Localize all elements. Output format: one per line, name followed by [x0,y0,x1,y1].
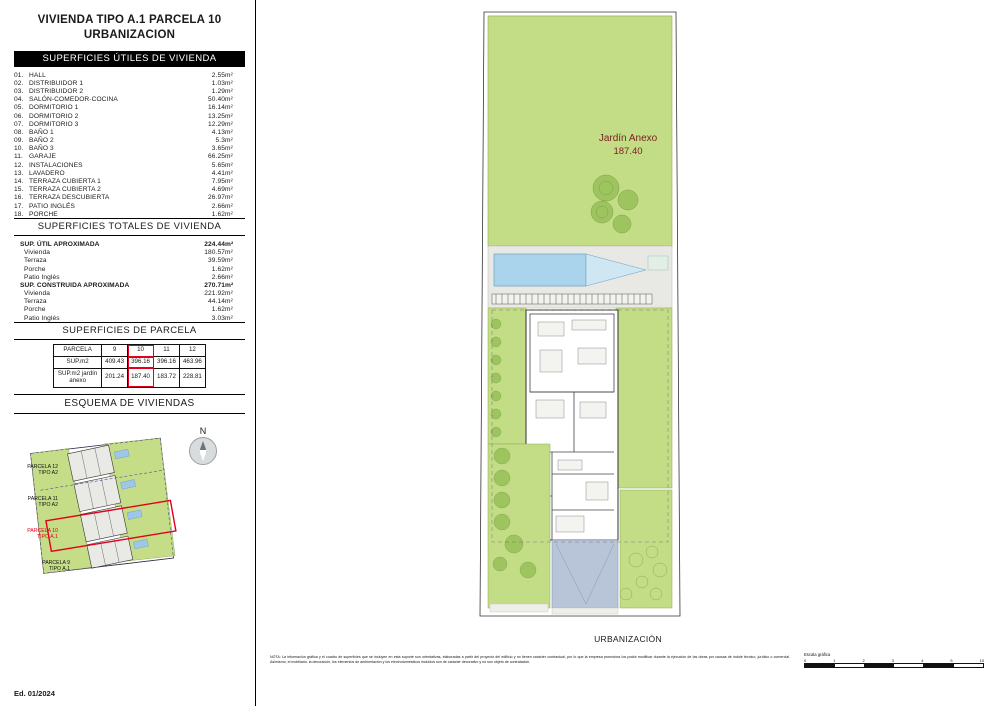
row-value: 1.29 [211,87,225,95]
row-label: Vivienda [24,290,50,298]
row-index: 12. [14,161,24,169]
table-row [14,87,245,95]
row-index: 05. [14,104,24,112]
scale-tick: 0 [804,658,807,663]
cell: 10 [128,345,154,357]
row-unit: m² [225,298,233,306]
row-value: 4.69 [211,186,225,194]
row-value: 44.14 [207,298,225,306]
row-label: TERRAZA DESCUBIERTA [29,194,110,202]
scale-tick: 4 [921,658,924,663]
row-label: Porche [24,265,46,273]
row-header: PARCELA [54,345,102,357]
plan-svg [256,4,986,624]
row-unit: m² [225,265,233,273]
compass [183,426,223,465]
row-value: 224.44 [204,240,225,248]
legal-note: NOTA: La información gráfica y el cuadro de superficies que se incluyen en esta soporte son orientativas, elaboradas a partir del proyecto del edificio y no tienen carácter contractual, por lo que la empresa promotora los podrá modificar durante la ejecución de las obras por causas de índole técnico, jurídico o comercial. Asimismo, el mobiliario, la decoración, los elementos de ambientación y los electrodomésticos incluidos son de carácter decorativo y no son objeto de contratación. [270,655,790,665]
cell: 187.40 [128,368,154,387]
totals-row [14,298,245,306]
row-value: 2.66 [211,202,225,210]
scale-tick: 5 [950,658,953,663]
table-row [14,177,245,185]
row-value: 270.71 [204,281,225,289]
row-index: 16. [14,194,24,202]
row-value: 3.03 [211,314,225,322]
cell: 9 [102,345,128,357]
row-label: PATIO INGLÉS [29,202,76,210]
row-label: GARAJE [29,153,56,161]
row-label: Vivienda [24,249,50,257]
parcela-header-row [54,345,206,357]
row-label: DORMITORIO 1 [29,104,79,112]
row-value: 1.03 [211,79,225,87]
plan-panel [256,0,1000,706]
info-panel [0,0,256,706]
table-row [14,120,245,128]
row-unit: m² [225,194,233,202]
site-plan-drawing [256,4,1000,624]
row-index: 07. [14,120,24,128]
row-unit: m² [225,257,233,265]
row-unit: m² [225,314,233,322]
row-unit: m² [225,210,233,218]
row-label: LAVADERO [29,169,65,177]
compass-needle-icon [189,437,217,465]
cell: 409.43 [102,357,128,369]
row-unit: m² [225,79,233,87]
plot-label-parcela-10: PARCELA 10 TIPO A.1 [27,527,58,540]
table-row [14,169,245,177]
table-row [14,79,245,87]
row-label: TERRAZA CUBIERTA 2 [29,186,101,194]
row-unit: m² [225,161,233,169]
row-label: Patio Inglés [24,273,60,281]
row-value: 16.14 [207,104,225,112]
cell: 396.16 [154,357,180,369]
scale-tick: 2 [862,658,865,663]
graphic-scale-label: Escala gráfica [804,652,831,657]
table-superficies-totales [14,240,245,322]
row-index: 14. [14,178,24,186]
cell: 396.16 [128,357,154,369]
row-label: SALÓN-COMEDOR-COCINA [29,96,118,104]
table-row [14,112,245,120]
section-header-totales: SUPERFICIES TOTALES DE VIVIENDA [14,218,245,236]
row-index: 13. [14,169,24,177]
row-unit: m² [225,96,233,104]
row-unit: m² [225,128,233,136]
row-value: 2.55 [211,71,225,79]
row-value: 180.57 [204,249,225,257]
row-unit: m² [225,71,233,79]
totals-row [14,273,245,281]
row-label: SUP. ÚTIL APROXIMADA [20,240,100,248]
section-header-esquema: ESQUEMA DE VIVIENDAS [14,394,245,414]
row-label: DORMITORIO 2 [29,112,79,120]
row-unit: m² [225,153,233,161]
row-unit: m² [225,240,234,248]
row-label: BAÑO 1 [29,128,54,136]
row-unit: m² [225,104,233,112]
row-unit: m² [225,249,233,257]
cell: 12 [179,345,205,357]
cell: 11 [154,345,180,357]
title-block [14,14,245,41]
table-row [14,202,245,210]
table-row [14,145,245,153]
row-label: Terraza [24,257,47,265]
totals-row [14,257,245,265]
row-value: 4.41 [211,169,225,177]
row-value: 5.3 [215,137,225,145]
totals-group-row [14,281,245,289]
row-value: 3.65 [211,145,225,153]
cell: 183.72 [154,368,180,387]
row-unit: m² [225,281,234,289]
row-value: 26.97 [207,194,225,202]
totals-row [14,314,245,322]
plot-label-parcela-11: PARCELA 11 TIPO A2 [27,495,58,508]
row-value: 5.65 [211,161,225,169]
table-superficies-parcela [53,344,206,387]
row-label: Patio Inglés [24,314,60,322]
garden-annotation [599,132,657,158]
totals-row [14,249,245,257]
table-row [14,194,245,202]
row-unit: m² [225,306,233,314]
row-value: 4.13 [211,128,225,136]
site-scheme [14,420,245,588]
row-value: 1.62 [211,265,225,273]
row-label: TERRAZA CUBIERTA 1 [29,178,101,186]
plan-caption: URBANIZACIÓN [594,634,662,644]
table-row [14,186,245,194]
row-index: 18. [14,210,24,218]
table-row [14,71,245,79]
row-unit: m² [225,186,233,194]
row-index: 04. [14,96,24,104]
graphic-scale-bar [804,663,984,668]
page-title: VIVIENDA TIPO A.1 PARCELA 10 [37,14,222,26]
row-value: 12.29 [207,120,225,128]
scale-tick: 3 [891,658,895,663]
row-value: 66.25 [207,153,225,161]
table-superficies-utiles [14,71,245,218]
scale-tick: 1 [833,658,836,663]
row-header: SUP.m2 jardín anexo [54,368,102,387]
cell: 228.81 [179,368,205,387]
table-row [14,96,245,104]
totals-row [14,306,245,314]
plot-label-parcela-9: PARCELA 9 TIPO A.1 [42,559,70,572]
garden-annotation-title: Jardín Anexo [598,133,658,144]
row-unit: m² [225,112,233,120]
row-value: 13.25 [207,112,225,120]
row-index: 03. [14,87,24,95]
table-row [14,153,245,161]
row-unit: m² [225,290,233,298]
row-label: BAÑO 3 [29,145,54,153]
row-unit: m² [225,120,233,128]
graphic-scale [804,652,984,668]
row-index: 08. [14,128,24,136]
row-unit: m² [225,87,233,95]
graphic-scale-ticks [804,658,984,663]
cell: 463.96 [179,357,205,369]
row-value: 50.40 [207,96,225,104]
row-label: DORMITORIO 3 [29,120,79,128]
row-unit: m² [225,178,233,186]
table-row [14,128,245,136]
row-label: Porche [24,306,46,314]
table-row [14,104,245,112]
row-value: 1.62 [211,210,225,218]
totals-row [14,290,245,298]
row-label: Terraza [24,298,47,306]
table-row [14,210,245,218]
row-index: 15. [14,186,24,194]
cell: 201.24 [102,368,128,387]
parcela-sup-row [54,357,206,369]
row-index: 06. [14,112,24,120]
edition-label: Ed. 01/2024 [14,689,55,698]
row-index: 02. [14,79,24,87]
row-index: 11. [14,153,23,161]
parcela-jardin-row [54,368,206,387]
row-index: 10. [14,145,24,153]
row-value: 2.66 [211,273,225,281]
parcela-table-wrap [14,344,245,387]
row-label: HALL [29,71,46,79]
row-label: INSTALACIONES [29,161,83,169]
plot-label-parcela-12: PARCELA 12 TIPO A2 [27,463,58,476]
row-value: 1.62 [211,306,225,314]
page-subtitle: URBANIZACION [83,29,176,41]
row-index: 17. [14,202,24,210]
row-unit: m² [225,137,233,145]
row-label: BAÑO 2 [29,137,54,145]
table-row [14,161,245,169]
row-label: SUP. CONSTRUIDA APROXIMADA [20,281,130,289]
garden-annotation-value: 187.40 [613,145,643,157]
row-value: 221.92 [204,290,225,298]
section-header-parcela: SUPERFICIES DE PARCELA [14,322,245,340]
row-index: 09. [14,137,24,145]
row-unit: m² [225,202,233,210]
totals-row [14,265,245,273]
row-unit: m² [225,273,233,281]
totals-group-row [14,240,245,248]
compass-north-label: N [199,425,207,436]
row-header: SUP.m2 [54,357,102,369]
row-index: 01. [14,71,24,79]
row-value: 7.95 [211,178,225,186]
row-value: 39.59 [207,257,225,265]
row-unit: m² [225,169,233,177]
row-unit: m² [225,145,233,153]
section-header-utiles: SUPERFICIES ÚTILES DE VIVIENDA [14,51,245,67]
scale-tick: 10 [979,658,985,663]
table-row [14,137,245,145]
row-label: DISTRIBUIDOR 1 [29,79,84,87]
row-label: DISTRIBUIDOR 2 [29,87,84,95]
row-label: PORCHE [29,210,58,218]
